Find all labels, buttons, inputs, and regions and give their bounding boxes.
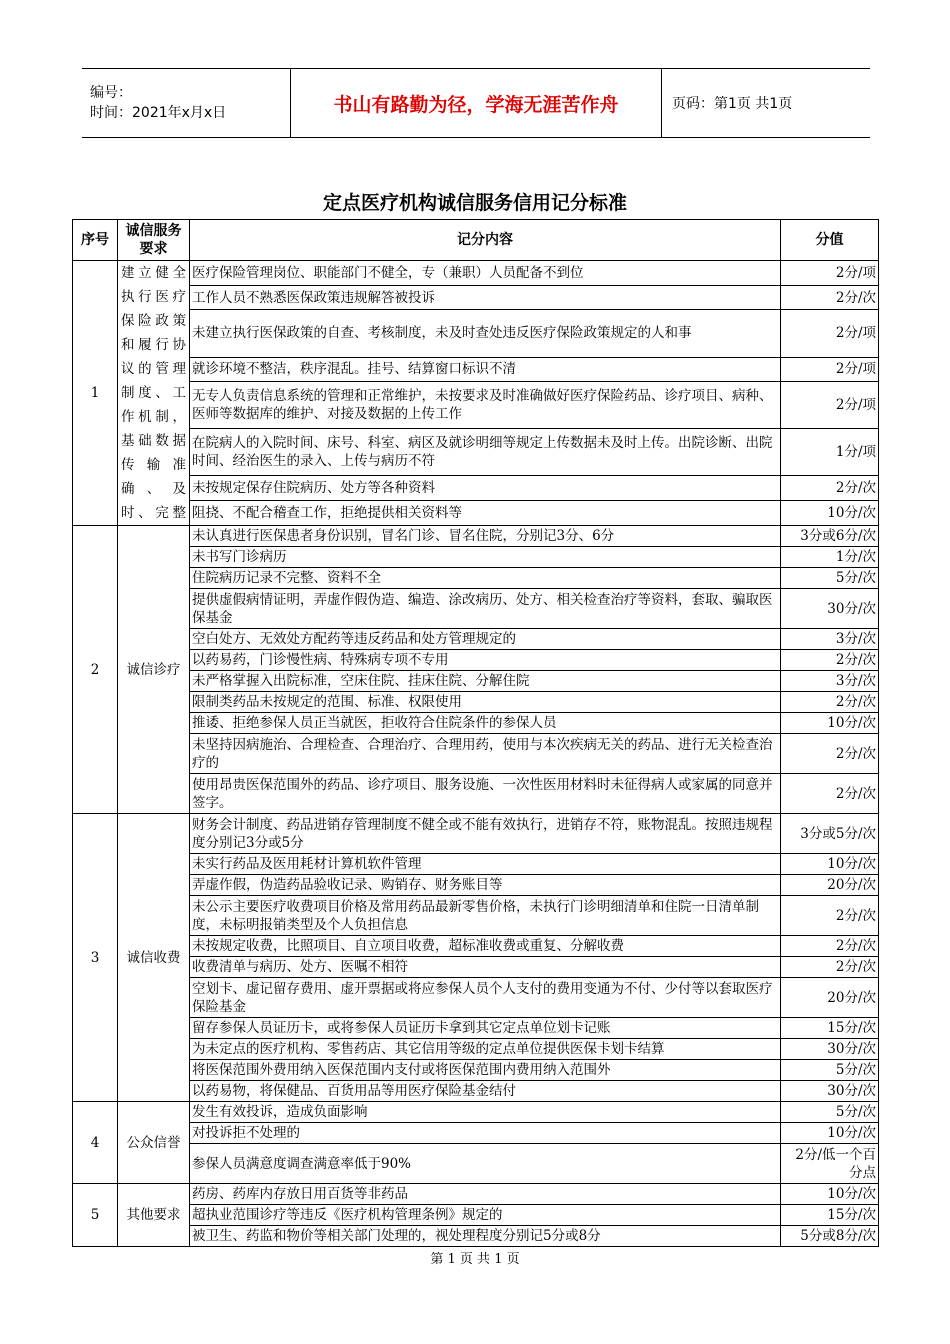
row-content: 医疗保险管理岗位、职能部门不健全，专（兼职）人员配备不到位 bbox=[190, 261, 781, 286]
row-category: 诚信收费 bbox=[118, 814, 190, 1102]
row-score: 10分/次 bbox=[781, 854, 879, 875]
row-score: 2分/次 bbox=[781, 957, 879, 978]
row-score: 1分/项 bbox=[781, 429, 879, 476]
table-row bbox=[73, 1081, 879, 1102]
table-row bbox=[73, 936, 879, 957]
document-title: 定点医疗机构诚信服务信用记分标准 bbox=[322, 192, 627, 214]
document-time-label: 时间：2021年x月x日 bbox=[90, 105, 227, 121]
row-score: 2分/次 bbox=[781, 650, 879, 671]
row-score: 2分/项 bbox=[781, 382, 879, 429]
row-content: 未建立执行医保政策的自查、考核制度，未及时查处违反医疗保险政策规定的人和事 bbox=[190, 310, 781, 357]
row-score: 30分/次 bbox=[781, 1081, 879, 1102]
row-content: 推诿、拒绝参保人员正当就医，拒收符合住院条件的参保人员 bbox=[190, 713, 781, 734]
row-score: 2分/次 bbox=[781, 734, 879, 774]
row-score: 20分/次 bbox=[781, 978, 879, 1018]
row-content: 未书写门诊病历 bbox=[190, 547, 781, 568]
row-content: 被卫生、药监和物价等相关部门处理的，视处理程度分别记5分或8分 bbox=[190, 1226, 781, 1247]
header-score: 分值 bbox=[781, 220, 879, 261]
table-row bbox=[73, 774, 879, 814]
row-seq: 4 bbox=[73, 1102, 118, 1184]
table-row bbox=[73, 429, 879, 476]
row-seq: 1 bbox=[73, 261, 118, 526]
row-content: 工作人员不熟悉医保政策违规解答被投诉 bbox=[190, 285, 781, 310]
row-score: 2分/项 bbox=[781, 357, 879, 382]
table-row bbox=[73, 671, 879, 692]
row-content: 就诊环境不整洁，秩序混乱。挂号、结算窗口标识不清 bbox=[190, 357, 781, 382]
table-row bbox=[73, 713, 879, 734]
table-row bbox=[73, 734, 879, 774]
row-content: 住院病历记录不完整、资料不全 bbox=[190, 568, 781, 589]
row-score: 10分/次 bbox=[781, 713, 879, 734]
row-seq: 5 bbox=[73, 1184, 118, 1247]
row-score: 3分或6分/次 bbox=[781, 526, 879, 547]
table-row bbox=[73, 1018, 879, 1039]
table-body bbox=[73, 261, 879, 1247]
table-row bbox=[73, 1144, 879, 1184]
row-category: 建立健全执行医疗保险政策和履行协议的管理制度、工作机制，基础数据传输准确、及时、完整 bbox=[118, 261, 190, 526]
row-score: 3分/次 bbox=[781, 671, 879, 692]
row-category: 公众信誉 bbox=[118, 1102, 190, 1184]
row-score: 20分/次 bbox=[781, 875, 879, 896]
row-score: 15分/次 bbox=[781, 1205, 879, 1226]
row-score: 30分/次 bbox=[781, 1039, 879, 1060]
row-score: 3分/次 bbox=[781, 629, 879, 650]
scoring-table bbox=[72, 219, 879, 1247]
table-row bbox=[73, 589, 879, 629]
table-row bbox=[73, 1226, 879, 1247]
table-row bbox=[73, 285, 879, 310]
row-content: 提供虚假病情证明，弄虚作假伪造、编造、涂改病历、处方、相关检查治疗等资料，套取、骗取医保基金 bbox=[190, 589, 781, 629]
row-score: 2分/次 bbox=[781, 285, 879, 310]
row-seq: 2 bbox=[73, 526, 118, 814]
row-content: 在院病人的入院时间、床号、科室、病区及就诊明细等规定上传数据未及时上传。出院诊断、出院时间、经治医生的录入、上传与病历不符 bbox=[190, 429, 781, 476]
row-content: 限制类药品未按规定的范围、标准、权限使用 bbox=[190, 692, 781, 713]
row-content: 空白处方、无效处方配药等违反药品和处方管理规定的 bbox=[190, 629, 781, 650]
table-row bbox=[73, 1039, 879, 1060]
table-row bbox=[73, 526, 879, 547]
table-row bbox=[73, 1184, 879, 1205]
row-score: 5分/次 bbox=[781, 1060, 879, 1081]
table-row bbox=[73, 629, 879, 650]
row-content: 参保人员满意度调查满意率低于90% bbox=[190, 1144, 781, 1184]
document-number-label: 编号： bbox=[90, 85, 132, 101]
row-content: 将医保范围外费用纳入医保范围内支付或将医保范围内费用纳入范围外 bbox=[190, 1060, 781, 1081]
table-row bbox=[73, 547, 879, 568]
table-row bbox=[73, 476, 879, 501]
row-score: 2分/项 bbox=[781, 310, 879, 357]
table-row bbox=[73, 896, 879, 936]
row-content: 无专人负责信息系统的管理和正常维护，未按要求及时准确做好医疗保险药品、诊疗项目、病种、医师等数据库的维护、对接及数据的上传工作 bbox=[190, 382, 781, 429]
table-row bbox=[73, 501, 879, 526]
table-row bbox=[73, 854, 879, 875]
table-row bbox=[73, 1205, 879, 1226]
page-header bbox=[82, 68, 870, 138]
row-score: 1分/次 bbox=[781, 547, 879, 568]
table-row bbox=[73, 957, 879, 978]
header-seq: 序号 bbox=[73, 220, 118, 261]
row-score: 5分/次 bbox=[781, 568, 879, 589]
row-score: 2分/次 bbox=[781, 692, 879, 713]
row-score: 5分或8分/次 bbox=[781, 1226, 879, 1247]
table-header-row bbox=[73, 220, 879, 261]
header-category: 诚信服务要求 bbox=[118, 220, 190, 261]
row-content: 未公示主要医疗收费项目价格及常用药品最新零售价格，未执行门诊明细清单和住院一日清单制度，未标明报销类型及个人负担信息 bbox=[190, 896, 781, 936]
row-content: 以药易药，门诊慢性病、特殊病专项不专用 bbox=[190, 650, 781, 671]
page-footer: 第 1 页 共 1 页 bbox=[430, 1252, 520, 1267]
table-row bbox=[73, 650, 879, 671]
row-content: 以药易物，将保健品、百货用品等用医疗保险基金结付 bbox=[190, 1081, 781, 1102]
row-score: 2分/次 bbox=[781, 476, 879, 501]
row-content: 药房、药库内存放日用百货等非药品 bbox=[190, 1184, 781, 1205]
row-content: 使用昂贵医保范围外的药品、诊疗项目、服务设施、一次性医用材料时未征得病人或家属的同意并签字。 bbox=[190, 774, 781, 814]
table-row bbox=[73, 357, 879, 382]
row-content: 超执业范围诊疗等违反《医疗机构管理条例》规定的 bbox=[190, 1205, 781, 1226]
row-score: 10分/次 bbox=[781, 1184, 879, 1205]
row-content: 为未定点的医疗机构、零售药店、其它信用等级的定点单位提供医保卡划卡结算 bbox=[190, 1039, 781, 1060]
row-content: 未按规定收费，比照项目、自立项目收费，超标准收费或重复、分解收费 bbox=[190, 936, 781, 957]
row-seq: 3 bbox=[73, 814, 118, 1102]
row-score: 10分/次 bbox=[781, 501, 879, 526]
row-content: 发生有效投诉，造成负面影响 bbox=[190, 1102, 781, 1123]
row-category: 其他要求 bbox=[118, 1184, 190, 1247]
table-row bbox=[73, 978, 879, 1018]
row-category: 诚信诊疗 bbox=[118, 526, 190, 814]
table-row bbox=[73, 382, 879, 429]
row-content: 阻挠、不配合稽查工作，拒绝提供相关资料等 bbox=[190, 501, 781, 526]
row-score: 3分或5分/次 bbox=[781, 814, 879, 854]
row-content: 对投诉拒不处理的 bbox=[190, 1123, 781, 1144]
row-score: 30分/次 bbox=[781, 589, 879, 629]
header-content: 记分内容 bbox=[190, 220, 781, 261]
table-row bbox=[73, 310, 879, 357]
row-score: 10分/次 bbox=[781, 1123, 879, 1144]
header-page-label: 页码：第1页 共1页 bbox=[672, 96, 793, 112]
row-content: 收费清单与病历、处方、医嘱不相符 bbox=[190, 957, 781, 978]
row-score: 2分/次 bbox=[781, 896, 879, 936]
row-score: 2分/次 bbox=[781, 774, 879, 814]
row-score: 2分/项 bbox=[781, 261, 879, 286]
row-content: 未坚持因病施治、合理检查、合理治疗、合理用药，使用与本次疾病无关的药品、进行无关检查治疗的 bbox=[190, 734, 781, 774]
row-score: 5分/次 bbox=[781, 1102, 879, 1123]
row-content: 未按规定保存住院病历、处方等各种资料 bbox=[190, 476, 781, 501]
table-row bbox=[73, 814, 879, 854]
table-row bbox=[73, 692, 879, 713]
row-content: 未严格掌握入出院标准，空床住院、挂床住院、分解住院 bbox=[190, 671, 781, 692]
table-row bbox=[73, 875, 879, 896]
row-content: 空划卡、虚记留存费用、虚开票据或将应参保人员个人支付的费用变通为不付、少付等以套取医疗保险基金 bbox=[190, 978, 781, 1018]
row-content: 财务会计制度、药品进销存管理制度不健全或不能有效执行，进销存不符，账物混乱。按照违规程度分别记3分或5分 bbox=[190, 814, 781, 854]
row-content: 未实行药品及医用耗材计算机软件管理 bbox=[190, 854, 781, 875]
row-content: 未认真进行医保患者身份识别，冒名门诊、冒名住院，分别记3分、6分 bbox=[190, 526, 781, 547]
header-motto: 书山有路勤为径，学海无涯苦作舟 bbox=[290, 69, 662, 137]
table-row bbox=[73, 1102, 879, 1123]
row-content: 弄虚作假，伪造药品验收记录、购销存、财务账目等 bbox=[190, 875, 781, 896]
header-meta bbox=[82, 69, 290, 137]
table-row bbox=[73, 568, 879, 589]
row-score: 2分/低一个百分点 bbox=[781, 1144, 879, 1184]
row-content: 留存参保人员证历卡，或将参保人员证历卡拿到其它定点单位划卡记账 bbox=[190, 1018, 781, 1039]
row-score: 15分/次 bbox=[781, 1018, 879, 1039]
row-score: 2分/次 bbox=[781, 936, 879, 957]
table-row bbox=[73, 1060, 879, 1081]
table-row bbox=[73, 261, 879, 286]
table-row bbox=[73, 1123, 879, 1144]
